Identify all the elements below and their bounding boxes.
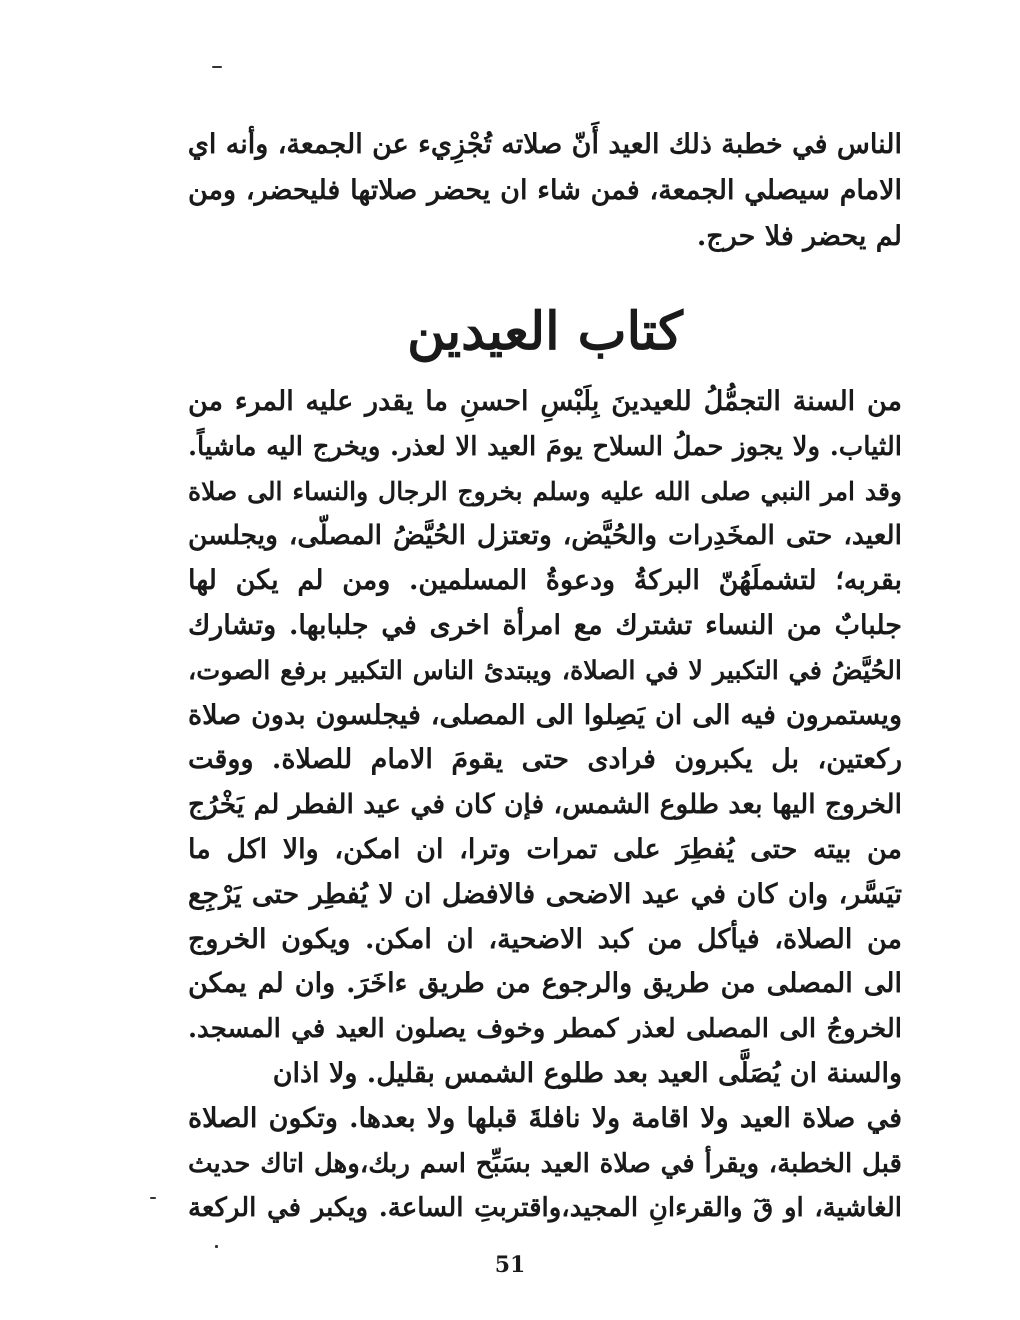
body-line: الثياب. ولا يجوز حملُ السلاح يومَ العيد الا لعذر. ويخرج اليه ماشياً. xyxy=(188,431,902,462)
intro-line: الامام سيصلي الجمعة، فمن شاء ان يحضر صلاتها فليحضر، ومن xyxy=(188,175,902,206)
body-line: ويستمرون فيه الى ان يَصِلوا الى المصلى، فيجلسون بدون صلاة xyxy=(188,699,902,731)
page-number: 51 xyxy=(494,1252,526,1278)
body-line: الى المصلى من طريق والرجوع من طريق ءاخَرَ. وان لم يمكن xyxy=(188,968,902,1000)
body-line: العيد، حتى المخَدِرات والحُيَّض، وتعتزل الحُيَّضُ المصلّى، ويجلسن xyxy=(188,520,902,552)
body-line: الخروجُ الى المصلى لعذر كمطر وخوف يصلون العيد في المسجد. xyxy=(188,1014,902,1045)
body-line: تيَسَّر، وان كان في عيد الاضحى فالافضل ان لا يُفطِر حتى يَرْجِع xyxy=(188,878,902,910)
intro-paragraph xyxy=(188,122,902,260)
scan-speck xyxy=(212,66,222,68)
body-line: وقد امر النبي صلى الله عليه وسلم بخروج الرجال والنساء الى صلاة xyxy=(188,476,902,506)
intro-line: الناس في خطبة ذلك العيد أَنّ صلاته تُجْزِيء عن الجمعة، وأنه اي xyxy=(187,129,902,160)
body-line: قبل الخطبة، ويقرأ في صلاة العيد بسَبِّح اسم ربك،وهل اتاك حديث xyxy=(188,1148,902,1179)
body-line: الحُيَّضُ في التكبير لا في الصلاة، ويبتدئ الناس التكبير برفع الصوت، xyxy=(188,655,902,686)
body-paragraph xyxy=(188,380,902,1231)
scan-speck xyxy=(215,1245,218,1248)
body-line: بقربه؛ لتشملَهُنّ البركةُ ودعوةُ المسلمين. ومن لم يكن لها xyxy=(188,565,902,597)
body-line: من الصلاة، فيأكل من كبد الاضحية، ان امكن. ويكون الخروج xyxy=(188,923,902,955)
body-line: في صلاة العيد ولا اقامة ولا نافلةَ قبلها ولا بعدها. وتكون الصلاة xyxy=(188,1102,902,1134)
body-line: الخروج اليها بعد طلوع الشمس، فإن كان في عيد الفطر لم يَخْرُج xyxy=(188,789,902,821)
body-line: من السنة التجمُّلُ للعيدينَ بِلَبْسِ احسنِ ما يقدر عليه المرء من xyxy=(188,386,902,417)
body-line: ركعتين، بل يكبرون فرادى حتى يقومَ الامام للصلاة. ووقت xyxy=(188,744,902,776)
chapter-title: كتاب العيدين xyxy=(407,301,683,362)
body-line: من بيته حتى يُفطِرَ على تمرات وترا، ان امكن، والا اكل ما xyxy=(188,833,902,865)
scan-speck xyxy=(150,1197,156,1199)
body-line: جلبابٌ من النساء تشترك مع امرأة اخرى في جلبابها. وتشارك xyxy=(188,609,902,641)
body-line: والسنة ان يُصَلَّى العيد بعد طلوع الشمس بقليل. ولا اذان xyxy=(272,1057,902,1089)
body-line: الغاشية، او قٓ والقرءانِ المجيد،واقتربتِ الساعة. ويكبر في الركعة xyxy=(188,1193,902,1224)
intro-line: لم يحضر فلا حرج. xyxy=(696,221,902,252)
